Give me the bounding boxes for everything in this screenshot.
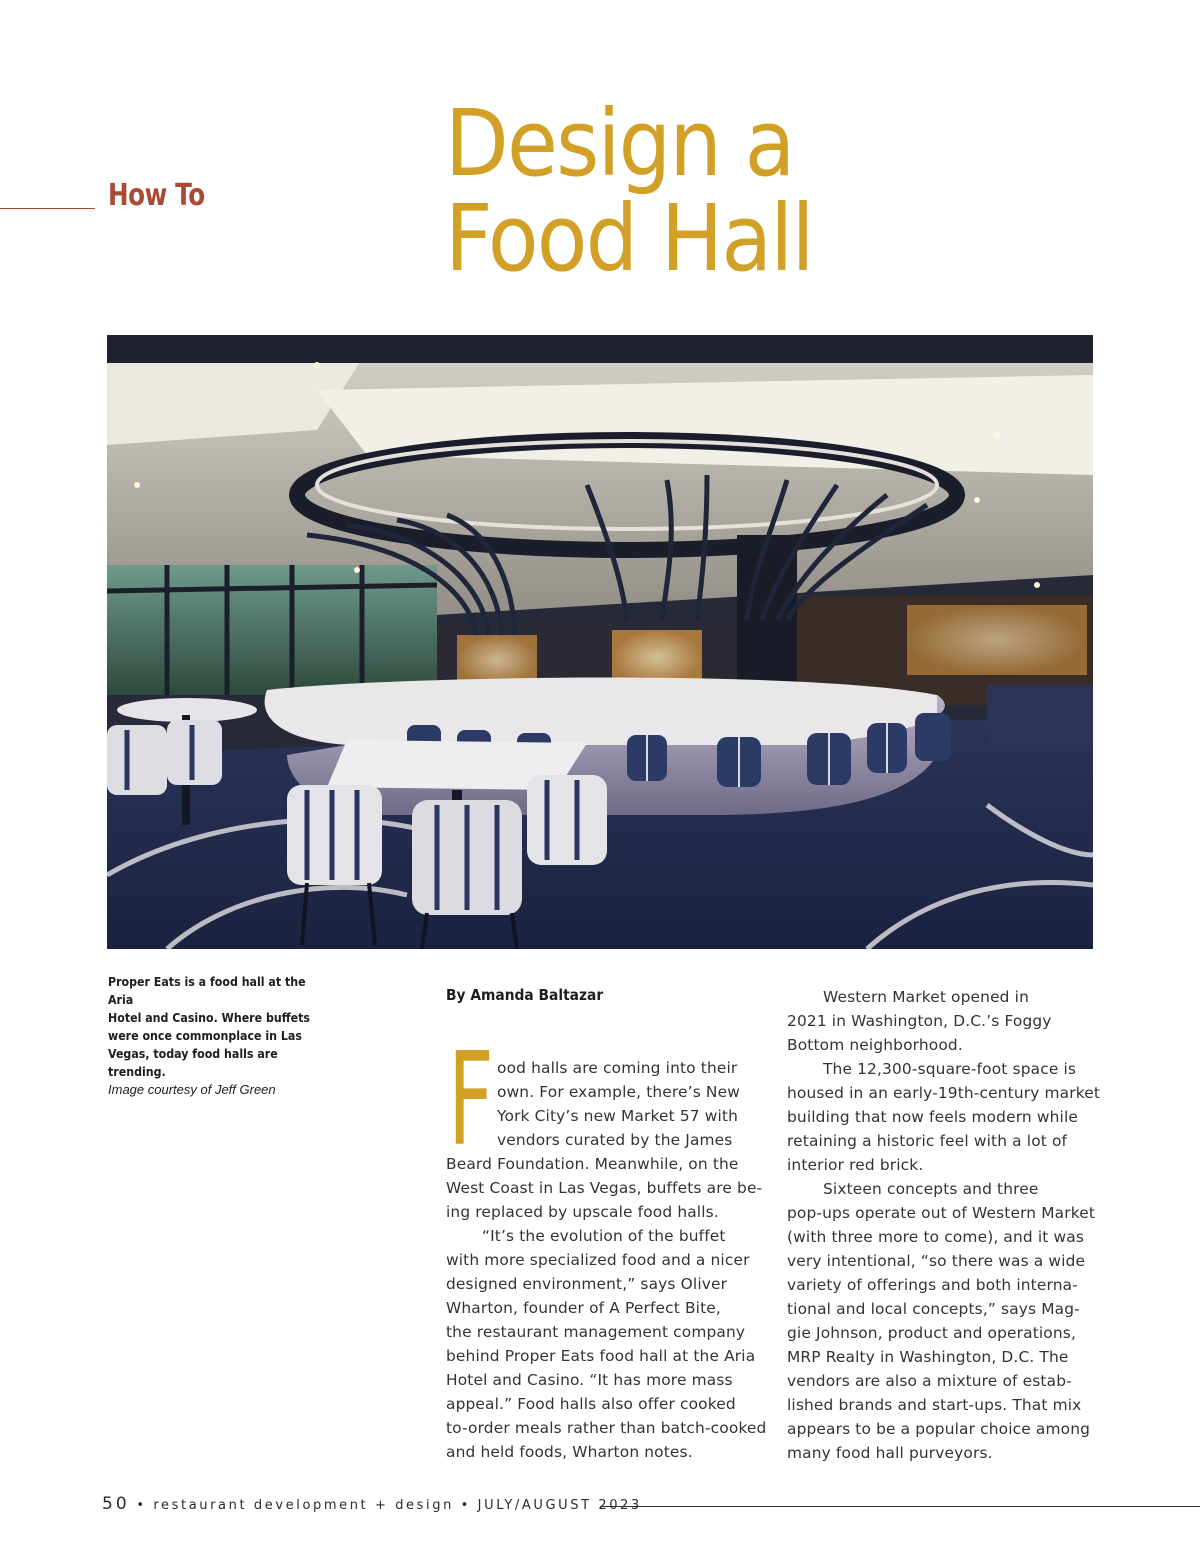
text-line: Wharton, founder of A Perfect Bite, [446,1299,721,1317]
caption-line: were once commonplace in Las [108,1029,302,1043]
section-label: How To [108,178,205,213]
text-line: to-order meals rather than batch-cooked [446,1419,767,1437]
text-line: Beard Foundation. Meanwhile, on the [446,1155,739,1173]
text-line: gie Johnson, product and operations, [787,1324,1076,1342]
caption-line: Proper Eats is a food hall at the Aria [108,975,306,1007]
footer-rule [600,1506,1200,1507]
page-number: 50 [102,1494,130,1514]
text-line: designed environment,” says Oliver [446,1275,728,1293]
text-line: lished brands and start-ups. That mix [787,1396,1082,1414]
caption-line: Vegas, today food halls are trending. [108,1047,278,1079]
text-line: appeal.” Food halls also offer cooked [446,1395,736,1413]
text-line: behind Proper Eats food hall at the Aria [446,1347,756,1365]
photo-credit: Image courtesy of Jeff Green [108,1082,276,1097]
text-line: MRP Realty in Washington, D.C. The [787,1348,1069,1366]
text-line: vendors are also a mixture of estab- [787,1372,1072,1390]
text-line: own. For example, there’s New [497,1083,740,1101]
text-line: vendors curated by the James [497,1131,733,1149]
text-line: building that now feels modern while [787,1108,1078,1126]
text-line: 2021 in Washington, D.C.’s Foggy [787,1012,1052,1030]
text-line: “It’s the evolution of the buffet [482,1227,726,1245]
text-line: (with three more to come), and it was [787,1228,1085,1246]
title-line-2: Food Hall [445,185,813,292]
text-line: pop-ups operate out of Western Market [787,1204,1096,1222]
page-footer [102,1494,642,1514]
text-line: retaining a historic feel with a lot of [787,1132,1068,1150]
text-line: The 12,300-square-foot space is [823,1060,1077,1078]
text-line: Western Market opened in [823,988,1029,1006]
caption-line: Hotel and Casino. Where buffets [108,1011,311,1025]
text-line: and held foods, Wharton notes. [446,1443,693,1461]
article-column-1 [446,1056,766,1464]
title-line-1: Design a [445,90,794,197]
article-column-2 [787,985,1107,1465]
text-line: the restaurant management company [446,1323,746,1341]
footer-publication: • restaurant development + design • JULY/AUGUST 2023 [129,1498,642,1513]
text-line: variety of offerings and both interna- [787,1276,1078,1294]
text-line: housed in an early-19th-century market [787,1084,1101,1102]
text-line: many food hall purveyors. [787,1444,993,1462]
text-line: West Coast in Las Vegas, buffets are be- [446,1179,763,1197]
text-line: tional and local concepts,” says Mag- [787,1300,1080,1318]
text-line: ing replaced by upscale food halls. [446,1203,719,1221]
photo-caption [108,973,348,1099]
text-line: York City’s new Market 57 with [497,1107,739,1125]
page-title [445,90,1093,292]
bar-interior-photo [107,335,1093,949]
text-line: with more specialized food and a nicer [446,1251,750,1269]
text-line: Hotel and Casino. “It has more mass [446,1371,733,1389]
caption-text [108,973,329,1081]
text-line: very intentional, “so there was a wide [787,1252,1086,1270]
drop-cap: F [448,1026,494,1175]
text-line: ood halls are coming into their [497,1059,738,1077]
byline: By Amanda Baltazar [446,986,604,1004]
text-line: appears to be a popular choice among [787,1420,1091,1438]
text-line: Sixteen concepts and three [823,1180,1039,1198]
text-line: Bottom neighborhood. [787,1036,963,1054]
section-rule [0,208,95,209]
text-line: interior red brick. [787,1156,924,1174]
